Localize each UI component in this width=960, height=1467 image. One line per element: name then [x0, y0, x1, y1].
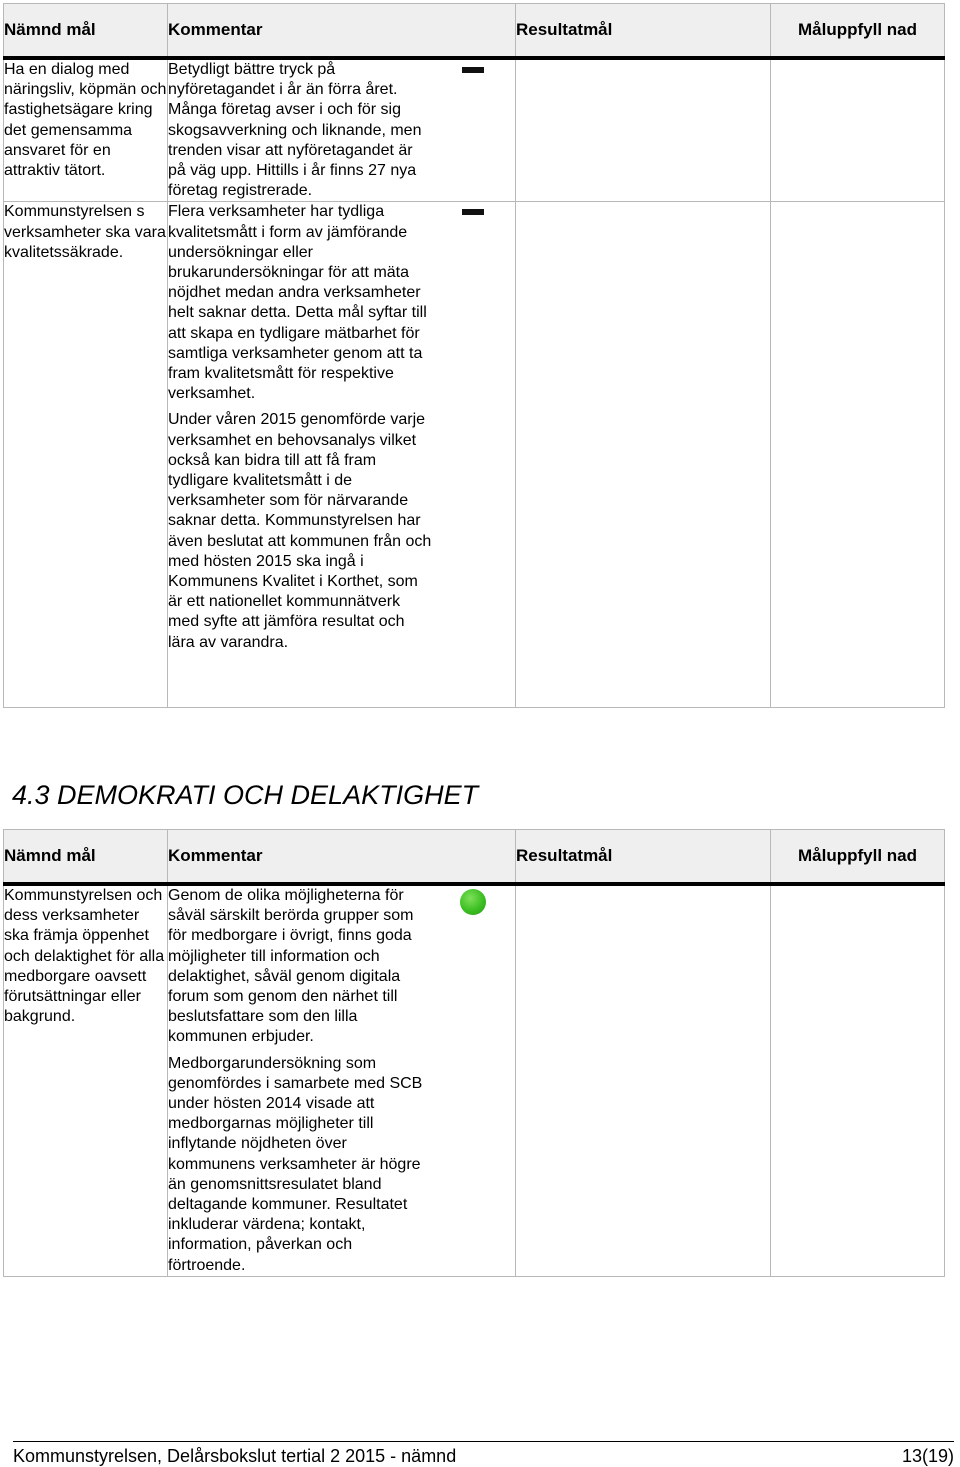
header-fulfillment: Måluppfyll nad: [771, 4, 945, 59]
header-comment: Kommentar: [168, 4, 516, 59]
comment-cell: [168, 202, 432, 708]
header-result-goal: Resultatmål: [516, 4, 771, 59]
dash-icon: [462, 67, 484, 73]
status-cell: [432, 58, 516, 202]
footer-page-number: 13(19): [901, 1446, 954, 1466]
goal-cell: Kommunstyrelsen och dess verksamheter ska främja öppenhet och delaktighet för alla medborgare oavsett förutsättningar eller bakgrund.: [4, 884, 168, 1276]
comment-paragraph: Betydligt bättre tryck på nyföretagandet i år än förra året. Många företag avser i och för sig skogsavverkning och liknande, men trenden visar att nyföretagandet är på väg upp. Hittills i år finns 27 nya företag registrerade.: [168, 61, 422, 200]
status-cell: [432, 202, 516, 708]
table-header-row: [4, 4, 945, 59]
header-goal: Nämnd mål: [4, 830, 168, 885]
comment-paragraph: Under våren 2015 genomförde varje verksamhet en behovsanalys vilket också kan bidra till att få fram tydligare kvalitetsmått i de verksamheter som för närvarande saknar detta. Kommunstyrelsen har även beslutat att kommunen från och med hösten 2015 ska ingå i Kommunens Kvalitet i Korthet, som är ett nationellet kommunnätverk med syfte att jämföra resultat och lära av varandra.: [168, 411, 432, 651]
table-row: [4, 58, 945, 202]
result-goal-cell: [516, 202, 771, 708]
fulfillment-cell: [771, 58, 945, 202]
result-goal-cell: [516, 884, 771, 1276]
comment-paragraph: Genom de olika möjligheterna för såväl särskilt berörda grupper som för medborgare i övrigt, finns goda möjligheter till information och delaktighet, såväl genom digitala forum som genom den närhet till beslutsfattare som den lilla kommunen erbjuder.: [168, 887, 414, 1046]
dash-icon: [462, 209, 484, 215]
goal-cell: Ha en dialog med näringsliv, köpmän och fastighetsägare kring det gemensamma ansvaret för en attraktiv tätort.: [4, 58, 168, 202]
header-comment: Kommentar: [168, 830, 516, 885]
comment-cell: [168, 58, 432, 202]
table-header-row: [4, 830, 945, 885]
footer-document-title: Kommunstyrelsen, Delårsbokslut tertial 2 2015 - nämnd: [13, 1446, 457, 1466]
section-heading: 4.3 DEMOKRATI OCH DELAKTIGHET: [12, 780, 479, 810]
comment-paragraph: Flera verksamheter har tydliga kvalitetsmått i form av jämförande undersökningar eller brukarundersökningar för att mäta nöjdhet medan andra verksamheter helt saknar detta. Detta mål syftar till att skapa en tydligare mätbarhet för samtliga verksamheter genom att ta fram kvalitetsmått för respektive verksamhet.: [168, 203, 427, 403]
result-goal-cell: [516, 58, 771, 202]
header-fulfillment: Måluppfyll nad: [771, 830, 945, 885]
header-result-goal: Resultatmål: [516, 830, 771, 885]
goal-cell: Kommunstyrelsen s verksamheter ska vara kvalitetssäkrade.: [4, 202, 168, 708]
comment-paragraph: Medborgarundersökning som genomfördes i samarbete med SCB under hösten 2014 visade att medborgarnas möjligheter till inflytande nöjdheten över kommunens verksamheter är högre än genomsnittsresulatet bland deltagande kommuner. Resultatet inkluderar värdena; kontakt, information, påverkan och förtroende.: [168, 1054, 423, 1274]
fulfillment-cell: [771, 202, 945, 708]
comment-cell: [168, 884, 432, 1276]
goals-table-2: [3, 829, 945, 1277]
page-footer: [13, 1441, 954, 1467]
header-goal: Nämnd mål: [4, 4, 168, 59]
goals-table-1: [3, 3, 945, 708]
table-row: [4, 202, 945, 708]
green-circle-icon: [460, 889, 486, 915]
table-row: [4, 884, 945, 1276]
status-cell: [432, 884, 516, 1276]
fulfillment-cell: [771, 884, 945, 1276]
